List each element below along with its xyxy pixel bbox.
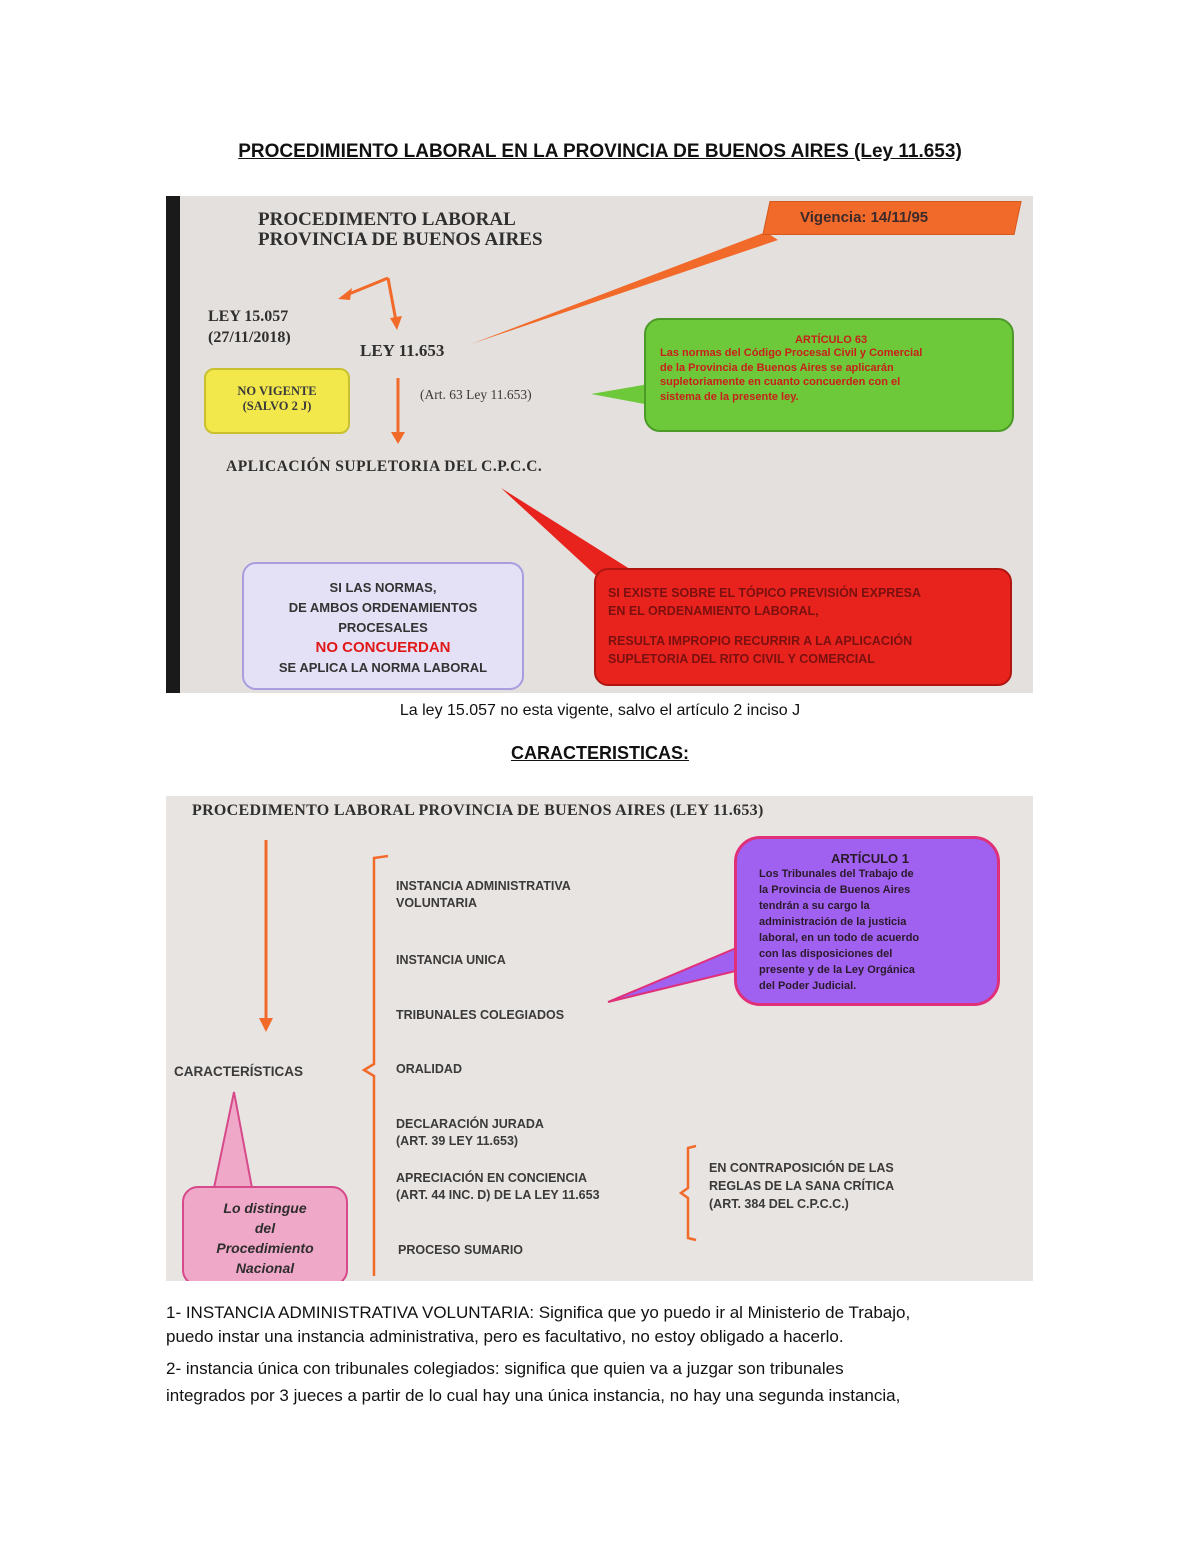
distingue-line: Procedimiento: [216, 1240, 314, 1256]
paragraph-line: 1- INSTANCIA ADMINISTRATIVA VOLUNTARIA: Significa que yo puedo ir al Ministerio de Trabajo,: [166, 1303, 911, 1322]
articulo-1-line: con las disposiciones del: [759, 948, 893, 960]
item-proceso-sumario: PROCESO SUMARIO: [398, 1243, 524, 1257]
articulo-63-title: ARTÍCULO 63: [794, 334, 868, 346]
item-line: (ART. 39 LEY 11.653): [396, 1134, 519, 1148]
slide-1-title: [258, 210, 543, 250]
contraposicion-line: (ART. 384 DEL C.P.C.C.): [709, 1197, 849, 1211]
articulo-1-line: laboral, en un todo de acuerdo: [759, 932, 920, 944]
articulo-1-line: la Provincia de Buenos Aires: [759, 884, 911, 896]
item-tribunales-colegiados: TRIBUNALES COLEGIADOS: [396, 1008, 565, 1022]
articulo-63-box: [644, 318, 1014, 432]
item-line: APRECIACIÓN EN CONCIENCIA: [396, 1171, 587, 1185]
no-vigente-line-2: (SALVO 2 J): [242, 399, 312, 413]
slide-1-caption: La ley 15.057 no esta vigente, salvo el artículo 2 inciso J: [399, 702, 801, 719]
red-line: RESULTA IMPROPIO RECURRIR A LA APLICACIÓN: [608, 634, 913, 648]
vigencia-label: Vigencia: 14/11/95: [800, 209, 929, 226]
no-concuerdan-box: [242, 562, 524, 690]
red-line: SUPLETORIA DEL RITO CIVIL Y COMERCIAL: [608, 652, 875, 666]
purple-line: PROCESALES: [338, 620, 428, 635]
distingue-line: del: [254, 1220, 276, 1236]
no-vigente-line-1: NO VIGENTE: [237, 384, 317, 398]
art-63-ref: (Art. 63 Ley 11.653): [420, 387, 532, 402]
diagram-slide-1: [166, 196, 1033, 693]
articulo-63-text: [660, 346, 1002, 404]
distingue-box: [182, 1186, 348, 1281]
purple-line: DE AMBOS ORDENAMIENTOS: [288, 600, 478, 615]
slide-2-title: PROCEDIMENTO LABORAL PROVINCIA DE BUENOS AIRES (LEY 11.653): [192, 802, 764, 819]
item-line: INSTANCIA ADMINISTRATIVA: [396, 879, 571, 893]
articulo-63-line: Las normas del Código Procesal Civil y Comercial: [660, 347, 923, 359]
articulo-1-title: ARTÍCULO 1: [831, 851, 909, 866]
distingue-line: Lo distingue: [223, 1200, 307, 1216]
no-concuerdan-highlight: NO CONCUERDAN: [315, 639, 451, 656]
articulo-1-line: administración de la justicia: [759, 916, 907, 928]
articulo-1-line: tendrán a su cargo la: [759, 900, 870, 912]
caracteristicas-heading: CARACTERISTICAS:: [511, 743, 689, 763]
item-apreciacion-conciencia: [396, 1170, 600, 1204]
articulo-63-line: de la Provincia de Buenos Aires se aplicarán: [660, 361, 894, 374]
paragraph-line: 2- instancia única con tribunales colegiados: significa que quien va a juzgar son tribunales: [166, 1359, 844, 1378]
item-declaracion-jurada: [396, 1116, 544, 1150]
item-line: (ART. 44 INC. D) DE LA LEY 11.653: [396, 1188, 600, 1202]
slide-1-title-line-2: PROVINCIA DE BUENOS AIRES: [258, 229, 543, 250]
articulo-1-line: del Poder Judicial.: [759, 980, 857, 992]
ley-11653-label: LEY 11.653: [360, 341, 445, 360]
ley-15057-label: LEY 15.057: [208, 308, 289, 325]
item-oralidad: ORALIDAD: [396, 1062, 462, 1076]
contraposicion-text: [709, 1159, 894, 1213]
articulo-1-line: Los Tribunales del Trabajo de: [759, 868, 914, 880]
articulo-1-box: [734, 836, 1000, 1006]
purple-line: SI LAS NORMAS,: [329, 580, 437, 595]
ley-15057-block: [208, 306, 291, 348]
contraposicion-line: REGLAS DE LA SANA CRÍTICA: [709, 1179, 895, 1193]
aplicacion-supletoria: APLICACIÓN SUPLETORIA DEL C.P.C.C.: [226, 458, 543, 475]
paragraph-line: puedo instar una instancia administrativa, pero es facultativo, no estoy obligado a hacerlo.: [166, 1327, 844, 1346]
document-title: PROCEDIMIENTO LABORAL EN LA PROVINCIA DE BUENOS AIRES (Ley 11.653): [238, 141, 962, 162]
item-instancia-unica: INSTANCIA UNICA: [396, 953, 506, 967]
slide-1-title-line-1: PROCEDIMENTO LABORAL: [258, 209, 516, 230]
distingue-line: Nacional: [235, 1260, 295, 1276]
contraposicion-line: EN CONTRAPOSICIÓN DE LAS: [709, 1161, 894, 1175]
item-instancia-administrativa: [396, 878, 571, 912]
no-vigente-box: [204, 368, 350, 434]
articulo-1-text: [755, 866, 985, 994]
red-line: EN EL ORDENAMIENTO LABORAL,: [608, 604, 819, 618]
ley-15057-date: (27/11/2018): [208, 329, 291, 346]
caracteristicas-label: CARACTERÍSTICAS: [174, 1064, 304, 1079]
item-line: VOLUNTARIA: [396, 896, 478, 910]
articulo-63-line: sistema de la presente ley.: [660, 390, 799, 403]
articulo-63-line: supletoriamente en cuanto concuerden con el: [660, 376, 901, 388]
paragraph-line: integrados por 3 jueces a partir de lo cual hay una única instancia, no hay una segunda instancia,: [166, 1386, 901, 1405]
purple-last-line: SE APLICA LA NORMA LABORAL: [278, 660, 488, 675]
item-line: DECLARACIÓN JURADA: [396, 1117, 544, 1131]
prevision-expresa-box: [594, 568, 1012, 686]
red-line: SI EXISTE SOBRE EL TÓPICO PREVISIÓN EXPRESA: [608, 586, 922, 600]
diagram-slide-2: [166, 796, 1033, 1281]
articulo-1-line: presente y de la Ley Orgánica: [759, 964, 915, 976]
